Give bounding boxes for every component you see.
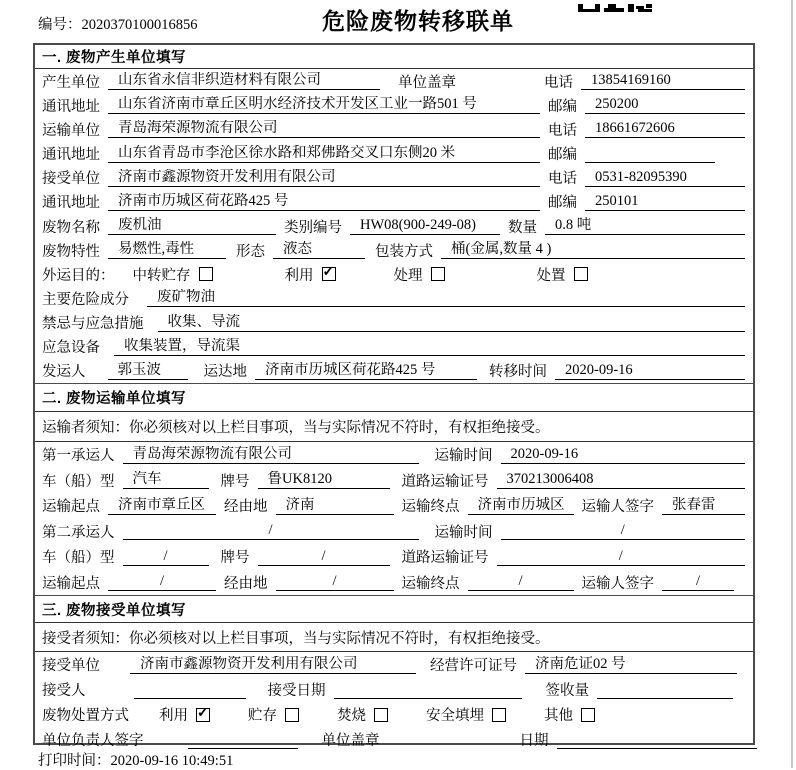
- field-label: 第一承运人: [42, 448, 115, 465]
- field-label: 通讯地址: [42, 147, 100, 164]
- form-row: [35, 519, 753, 545]
- field-value: 0.8 吨: [555, 217, 592, 234]
- section-heading: 二. 废物运输单位填写: [35, 384, 753, 412]
- underlined-field: [441, 241, 745, 259]
- field-label: 接受日期: [267, 683, 326, 699]
- underlined-field: [158, 314, 746, 332]
- form-row: [35, 702, 753, 727]
- field-label: 运输时间: [434, 524, 493, 541]
- field-label: 车（船）型: [42, 550, 115, 567]
- underlined-field: [276, 497, 394, 515]
- underlined-field: [258, 471, 390, 489]
- field-value: 济南市鑫源物资开发利用有限公司: [118, 168, 336, 185]
- field-label: 运输时间: [434, 448, 493, 465]
- underlined-field: [123, 471, 209, 489]
- underlined-field: [108, 193, 540, 211]
- print-time-label: 打印时间：: [38, 753, 111, 769]
- underlined-field: [108, 120, 540, 138]
- checkbox-unchecked-icon: [431, 267, 445, 281]
- underlined-field: [597, 681, 733, 699]
- underlined-field: [585, 120, 745, 138]
- underlined-field: [585, 169, 745, 187]
- static-text: 中转贮存: [132, 267, 191, 284]
- checkbox-checked-icon: [196, 708, 210, 722]
- field-value: /: [620, 522, 625, 539]
- field-value: 济南市鑫源物资开发利用有限公司: [140, 655, 358, 672]
- underlined-field: [581, 72, 745, 90]
- underlined-field: [555, 362, 745, 380]
- form-row: [35, 238, 753, 262]
- page-edge-divider: [791, 0, 793, 768]
- form-row: [35, 262, 753, 286]
- field-value: /: [332, 573, 337, 590]
- field-label: 外运目的：: [42, 267, 115, 284]
- field-label: 电话: [548, 122, 577, 139]
- underlined-field: [501, 446, 746, 464]
- static-text: 焚烧: [337, 708, 366, 724]
- field-value: /: [518, 573, 523, 590]
- field-value: /: [618, 547, 623, 564]
- form-row: [35, 442, 753, 468]
- underlined-field: [108, 169, 540, 187]
- field-label: 通讯地址: [42, 195, 100, 212]
- field-value: 2020-09-16: [565, 361, 633, 378]
- static-text: 安全填埋: [426, 708, 484, 724]
- field-label: 邮编: [548, 195, 577, 212]
- field-value: 收集、导流: [167, 313, 240, 330]
- field-value: 济南市历城区: [477, 496, 565, 513]
- section-notice: 运输者须知：你必须核对以上栏目事项，当与实际情况不符时，有权拒绝接受。: [35, 412, 753, 442]
- serial-label: 编号：: [38, 17, 82, 33]
- form-row: [35, 166, 753, 190]
- section-receiver: [35, 595, 753, 752]
- field-label: 包装方式: [375, 243, 433, 260]
- form-row: [35, 677, 753, 702]
- print-time-value: 2020-09-16 10:49:51: [110, 753, 234, 769]
- field-value: 18661672606: [595, 120, 675, 137]
- field-label: 运输起点: [42, 575, 100, 592]
- field-label: 邮编: [548, 98, 577, 115]
- qr-code-fragment: [578, 0, 652, 8]
- underlined-field: [350, 217, 500, 235]
- underlined-field: [108, 145, 540, 163]
- underlined-field: [108, 362, 188, 380]
- field-value: HW08(900-249-08): [360, 217, 476, 234]
- field-label: 道路运输证号: [401, 473, 489, 490]
- checkbox-unchecked-icon: [574, 267, 588, 281]
- field-label: 运输终点: [401, 499, 460, 516]
- field-label: 废物名称: [42, 219, 100, 236]
- form-row: [35, 214, 753, 238]
- field-value: 山东省济南市章丘区明水经济技术开发区工业一路501 号: [118, 96, 477, 113]
- field-label: 经由地: [224, 575, 268, 592]
- form-row: [35, 311, 753, 335]
- underlined-field: [188, 731, 298, 749]
- field-label: 数量: [508, 219, 537, 236]
- field-value: /: [695, 573, 701, 590]
- static-text: 处置: [536, 267, 566, 284]
- field-label: 禁忌与应急措施: [42, 316, 144, 333]
- static-text: 其他: [544, 708, 573, 724]
- field-value: 370213006408: [506, 471, 594, 488]
- field-label: 经营许可证号: [430, 658, 517, 674]
- checkbox-unchecked-icon: [199, 267, 213, 281]
- field-value: 鲁UK8120: [267, 471, 332, 488]
- field-label: 单位负责人签字: [42, 733, 144, 749]
- form-row: [35, 69, 753, 93]
- serial-number: [38, 13, 198, 34]
- field-label: 邮编: [548, 147, 577, 164]
- field-value: 250101: [595, 192, 639, 209]
- field-value: 济南市章丘区: [118, 496, 205, 513]
- underlined-field: [585, 193, 745, 211]
- field-label: 接受人: [42, 683, 86, 699]
- form-row: [35, 359, 753, 383]
- field-label: 转移时间: [489, 364, 547, 381]
- field-value: 济南危证02 号: [535, 655, 626, 672]
- static-text: 利用: [284, 267, 314, 284]
- field-label: 第二承运人: [42, 524, 115, 541]
- page-title: 危险废物转移联单: [322, 8, 514, 34]
- underlined-field: [134, 681, 246, 699]
- field-value: 废矿物油: [157, 289, 215, 306]
- field-value: 13854169160: [591, 72, 671, 89]
- form-row: [35, 335, 753, 359]
- form-row: [35, 141, 753, 165]
- underlined-field: [468, 497, 574, 515]
- field-label: 日期: [519, 733, 549, 749]
- transfer-manifest-form: [33, 43, 755, 749]
- field-label: 应急设备: [42, 340, 100, 357]
- field-value: 济南市历城区荷花路425 号: [118, 192, 289, 209]
- underlined-field: [545, 217, 745, 235]
- field-value: 张春雷: [672, 496, 716, 513]
- checkbox-unchecked-icon: [492, 708, 506, 722]
- field-label: 形态: [236, 243, 265, 260]
- print-time: [38, 749, 233, 770]
- field-value: 山东省永信非织造材料有限公司: [118, 72, 321, 89]
- field-value: /: [321, 547, 326, 564]
- underlined-field: [123, 522, 419, 540]
- form-row: [35, 286, 753, 310]
- section-heading: 三. 废物接受单位填写: [35, 596, 753, 623]
- field-label: 通讯地址: [42, 98, 100, 115]
- form-row: [35, 570, 753, 596]
- field-value: 液态: [283, 241, 312, 258]
- field-label: 类别编号: [284, 219, 342, 236]
- underlined-field: [525, 656, 737, 674]
- field-label: 经由地: [224, 499, 268, 516]
- field-label: 接受单位: [42, 171, 100, 188]
- field-label: 运输终点: [401, 575, 460, 592]
- underlined-field: [108, 72, 380, 90]
- field-value: 0531-82095390: [595, 168, 687, 185]
- underlined-field: [497, 548, 746, 566]
- field-label: 道路运输证号: [401, 550, 489, 567]
- section-producer: [35, 45, 753, 383]
- field-value: 废机油: [118, 217, 162, 234]
- underlined-field: [334, 681, 522, 699]
- field-label: 运输单位: [42, 122, 100, 139]
- form-row: [35, 117, 753, 141]
- field-value: 250200: [595, 96, 639, 113]
- field-label: 主要危险成分: [42, 291, 129, 308]
- form-row: [35, 544, 753, 570]
- underlined-field: [585, 145, 715, 163]
- field-value: 易燃性,毒性: [118, 241, 195, 258]
- field-label: 电话: [544, 74, 573, 91]
- form-row: [35, 652, 753, 677]
- field-value: /: [268, 522, 273, 539]
- underlined-field: [130, 656, 416, 674]
- field-label: 电话: [548, 171, 577, 188]
- field-value: 山东省青岛市李沧区徐水路和郑佛路交叉口东侧20 米: [118, 144, 456, 161]
- checkbox-unchecked-icon: [285, 708, 299, 722]
- underlined-field: [114, 338, 745, 356]
- section-heading: 一. 废物产生单位填写: [35, 45, 753, 69]
- underlined-field: [108, 573, 216, 591]
- underlined-field: [123, 446, 419, 464]
- underlined-field: [108, 497, 216, 515]
- underlined-field: [273, 241, 365, 259]
- form-row: [35, 93, 753, 117]
- underlined-field: [147, 289, 745, 307]
- field-label: 牌号: [220, 550, 250, 567]
- static-text: 利用: [159, 708, 188, 724]
- field-label: 发运人: [42, 364, 86, 381]
- field-label: 运输起点: [42, 499, 100, 516]
- underlined-field: [123, 548, 209, 566]
- form-row: [35, 468, 753, 494]
- field-value: 桶(金属,数量 4 ): [451, 241, 552, 258]
- field-value: 青岛海荣源物流有限公司: [132, 445, 292, 462]
- underlined-field: [585, 96, 745, 114]
- section-notice: 接受者须知：你必须核对以上栏目事项，当与实际情况不符时，有权拒绝接受。: [35, 623, 753, 652]
- field-value: /: [159, 573, 165, 590]
- underlined-field: [662, 573, 734, 591]
- field-label: 运达地: [203, 364, 247, 381]
- underlined-field: [108, 217, 276, 235]
- underlined-field: [557, 731, 757, 749]
- underlined-field: [662, 497, 745, 515]
- underlined-field: [276, 573, 394, 591]
- static-text: 单位盖章: [321, 733, 380, 749]
- field-label: 产生单位: [42, 74, 100, 91]
- field-value: 青岛海荣源物流有限公司: [118, 120, 278, 137]
- field-value: 济南市历城区荷花路425 号: [265, 361, 436, 378]
- field-label: 运输人签字: [581, 575, 654, 592]
- field-value: 郭玉波: [117, 361, 161, 378]
- field-value: 济南: [285, 496, 315, 513]
- section-transporter: [35, 383, 753, 595]
- field-value: 2020-09-16: [510, 445, 579, 462]
- checkbox-unchecked-icon: [374, 708, 388, 722]
- underlined-field: [108, 96, 540, 114]
- underlined-field: [108, 241, 226, 259]
- field-label: 车（船）型: [42, 473, 115, 490]
- form-row: [35, 493, 753, 519]
- underlined-field: [501, 522, 746, 540]
- underlined-field: [255, 362, 477, 380]
- field-value: 汽车: [132, 471, 162, 488]
- serial-value: 2020370100016856: [81, 17, 198, 33]
- field-label: 运输人签字: [581, 499, 654, 516]
- checkbox-checked-icon: [322, 267, 336, 281]
- underlined-field: [468, 573, 574, 591]
- form-row: [35, 190, 753, 214]
- underlined-field: [497, 471, 746, 489]
- static-text: 处理: [393, 267, 423, 284]
- field-value: 收集装置，导流渠: [124, 337, 240, 354]
- field-label: 接受单位: [42, 658, 100, 674]
- static-text: 贮存: [248, 708, 277, 724]
- field-label: 废物处置方式: [42, 708, 129, 724]
- static-text: 单位盖章: [398, 74, 456, 91]
- field-label: 牌号: [220, 473, 250, 490]
- checkbox-unchecked-icon: [581, 708, 595, 722]
- underlined-field: [258, 548, 390, 566]
- field-label: 废物特性: [42, 243, 100, 260]
- field-label: 签收量: [545, 683, 589, 699]
- field-value: /: [163, 547, 168, 564]
